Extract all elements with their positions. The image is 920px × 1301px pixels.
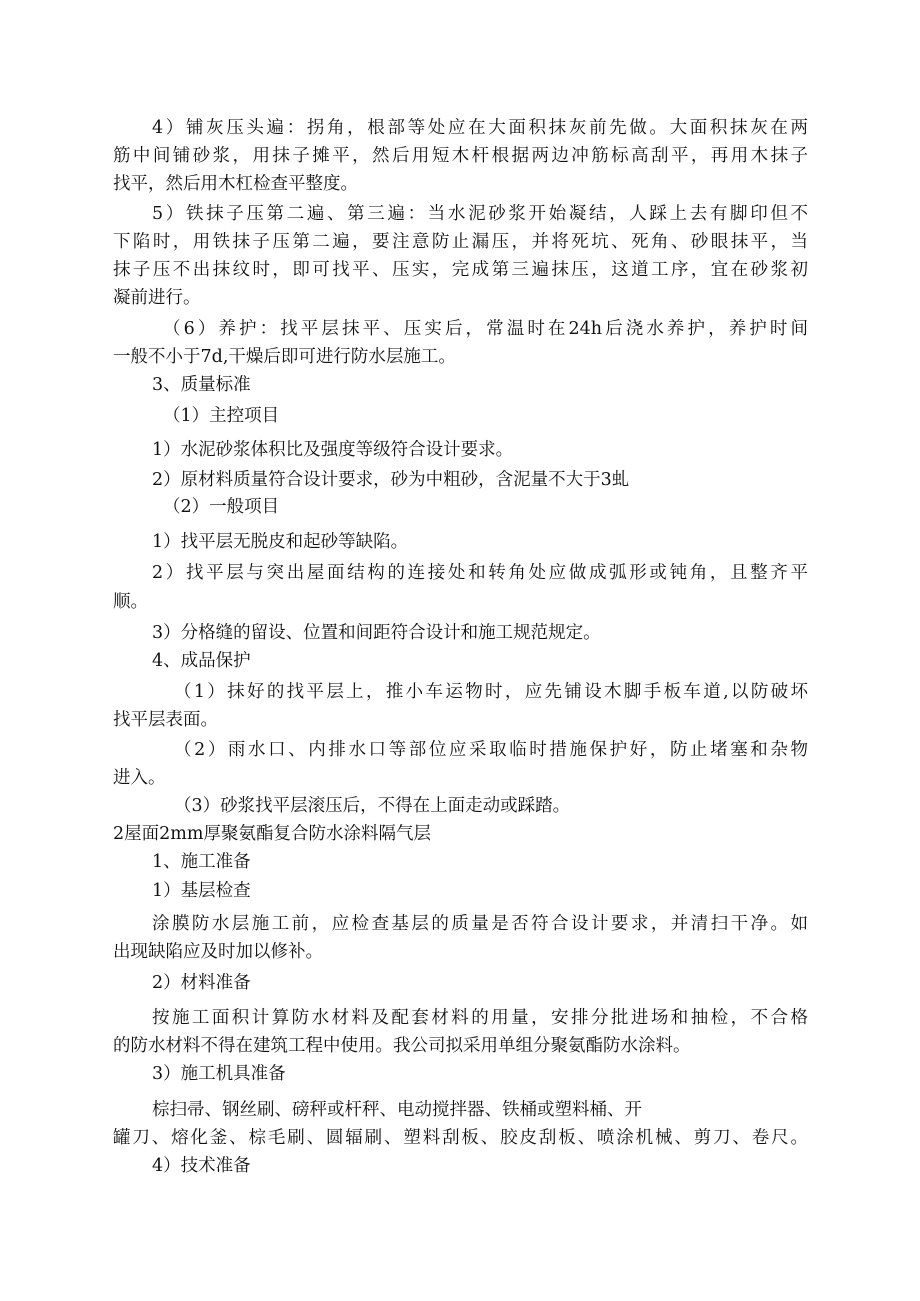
text-line: 下陷时，用铁抹子压第二遍，要注意防止漏压，并将死坑、死角、砂眼抹平，当 <box>113 232 808 252</box>
text-line: 5）铁抹子压第二遍、第三遍：当水泥砂浆开始凝结，人踩上去有脚印但不 <box>152 204 808 224</box>
text-line: 4）铺灰压头遍：拐角，根部等处应在大面积抹灰前先做。大面积抹灰在两 <box>152 118 808 138</box>
text-line: 凝前进行。 <box>113 288 201 308</box>
text-line: 一般不小于7d,干燥后即可进行防水层施工。 <box>113 347 456 367</box>
subsection-heading: 1）基层检查 <box>152 881 251 901</box>
section-heading: 1、施工准备 <box>152 852 251 872</box>
text-line: 按施工面积计算防水材料及配套材料的用量，安排分批进场和抽检，不合格 <box>152 1008 808 1028</box>
text-line: 1）水泥砂浆体积比及强度等级符合设计要求。 <box>152 440 514 460</box>
text-line: 筋中间铺砂浆，用抹子摊平，然后用短木杆根据两边冲筋标高刮平，再用木抹子 <box>113 146 808 166</box>
text-line: 抹子压不出抹纹时，即可找平、压实，完成第三遍抹压，这道工序，宜在砂浆初 <box>113 260 808 280</box>
text-line: （1）抹好的找平层上，推小车运物时，应先铺设木脚手板车道,以防破坏 <box>174 682 808 702</box>
text-line: 涂膜防水层施工前，应检查基层的质量是否符合设计要求，并清扫干净。如 <box>152 914 808 934</box>
text-line: 3）分格缝的留设、位置和间距符合设计和施工规范规定。 <box>152 623 601 643</box>
section-heading: 4、成品保护 <box>152 651 251 671</box>
subsection-heading: 2）材料准备 <box>152 973 251 993</box>
text-line: 的防水材料不得在建筑工程中使用。我公司拟采用单组分聚氨酯防水涂料。 <box>113 1036 691 1056</box>
subsection-heading: （1）主控项目 <box>163 406 280 426</box>
text-line: 进入。 <box>113 768 166 788</box>
section-heading: 3、质量标准 <box>152 375 251 395</box>
text-line: （6）养护：找平层抹平、压实后，常温时在24h后浇水养护，养护时间 <box>163 319 808 339</box>
text-line: 1）找平层无脱皮和起砂等缺陷。 <box>152 532 409 552</box>
text-line: 2）原材料质量符合设计要求，砂为中粗砂，含泥量不大于3虬 <box>152 470 630 490</box>
text-line: 出现缺陷应及时加以修补。 <box>113 942 323 962</box>
chapter-heading: 2屋面2mm厚聚氨酯复合防水涂料隔气层 <box>113 824 431 844</box>
text-line: 2）找平层与突出屋面结构的连接处和转角处应做成弧形或钝角，且整齐平 <box>152 563 808 583</box>
subsection-heading: 3）施工机具准备 <box>152 1064 286 1084</box>
subsection-heading: （2）一般项目 <box>163 497 280 517</box>
text-line: 找平，然后用木杠检查平整度。 <box>113 174 358 194</box>
subsection-heading: 4）技术准备 <box>152 1156 251 1176</box>
text-line: 顺。 <box>113 592 148 612</box>
text-line: 罐刀、熔化釜、棕毛刷、圆辐刷、塑料刮板、胶皮刮板、喷涂机械、剪刀、卷尺。 <box>113 1128 808 1148</box>
text-line: （3）砂浆找平层滚压后，不得在上面走动或踩踏。 <box>174 796 571 816</box>
text-line: 找平层表面。 <box>113 710 218 730</box>
text-line: 棕扫帚、钢丝刷、磅秤或杆秤、电动搅拌器、铁桶或塑料桶、开 <box>152 1100 642 1120</box>
text-line: （2）雨水口、内排水口等部位应采取临时措施保护好，防止堵塞和杂物 <box>174 740 808 760</box>
